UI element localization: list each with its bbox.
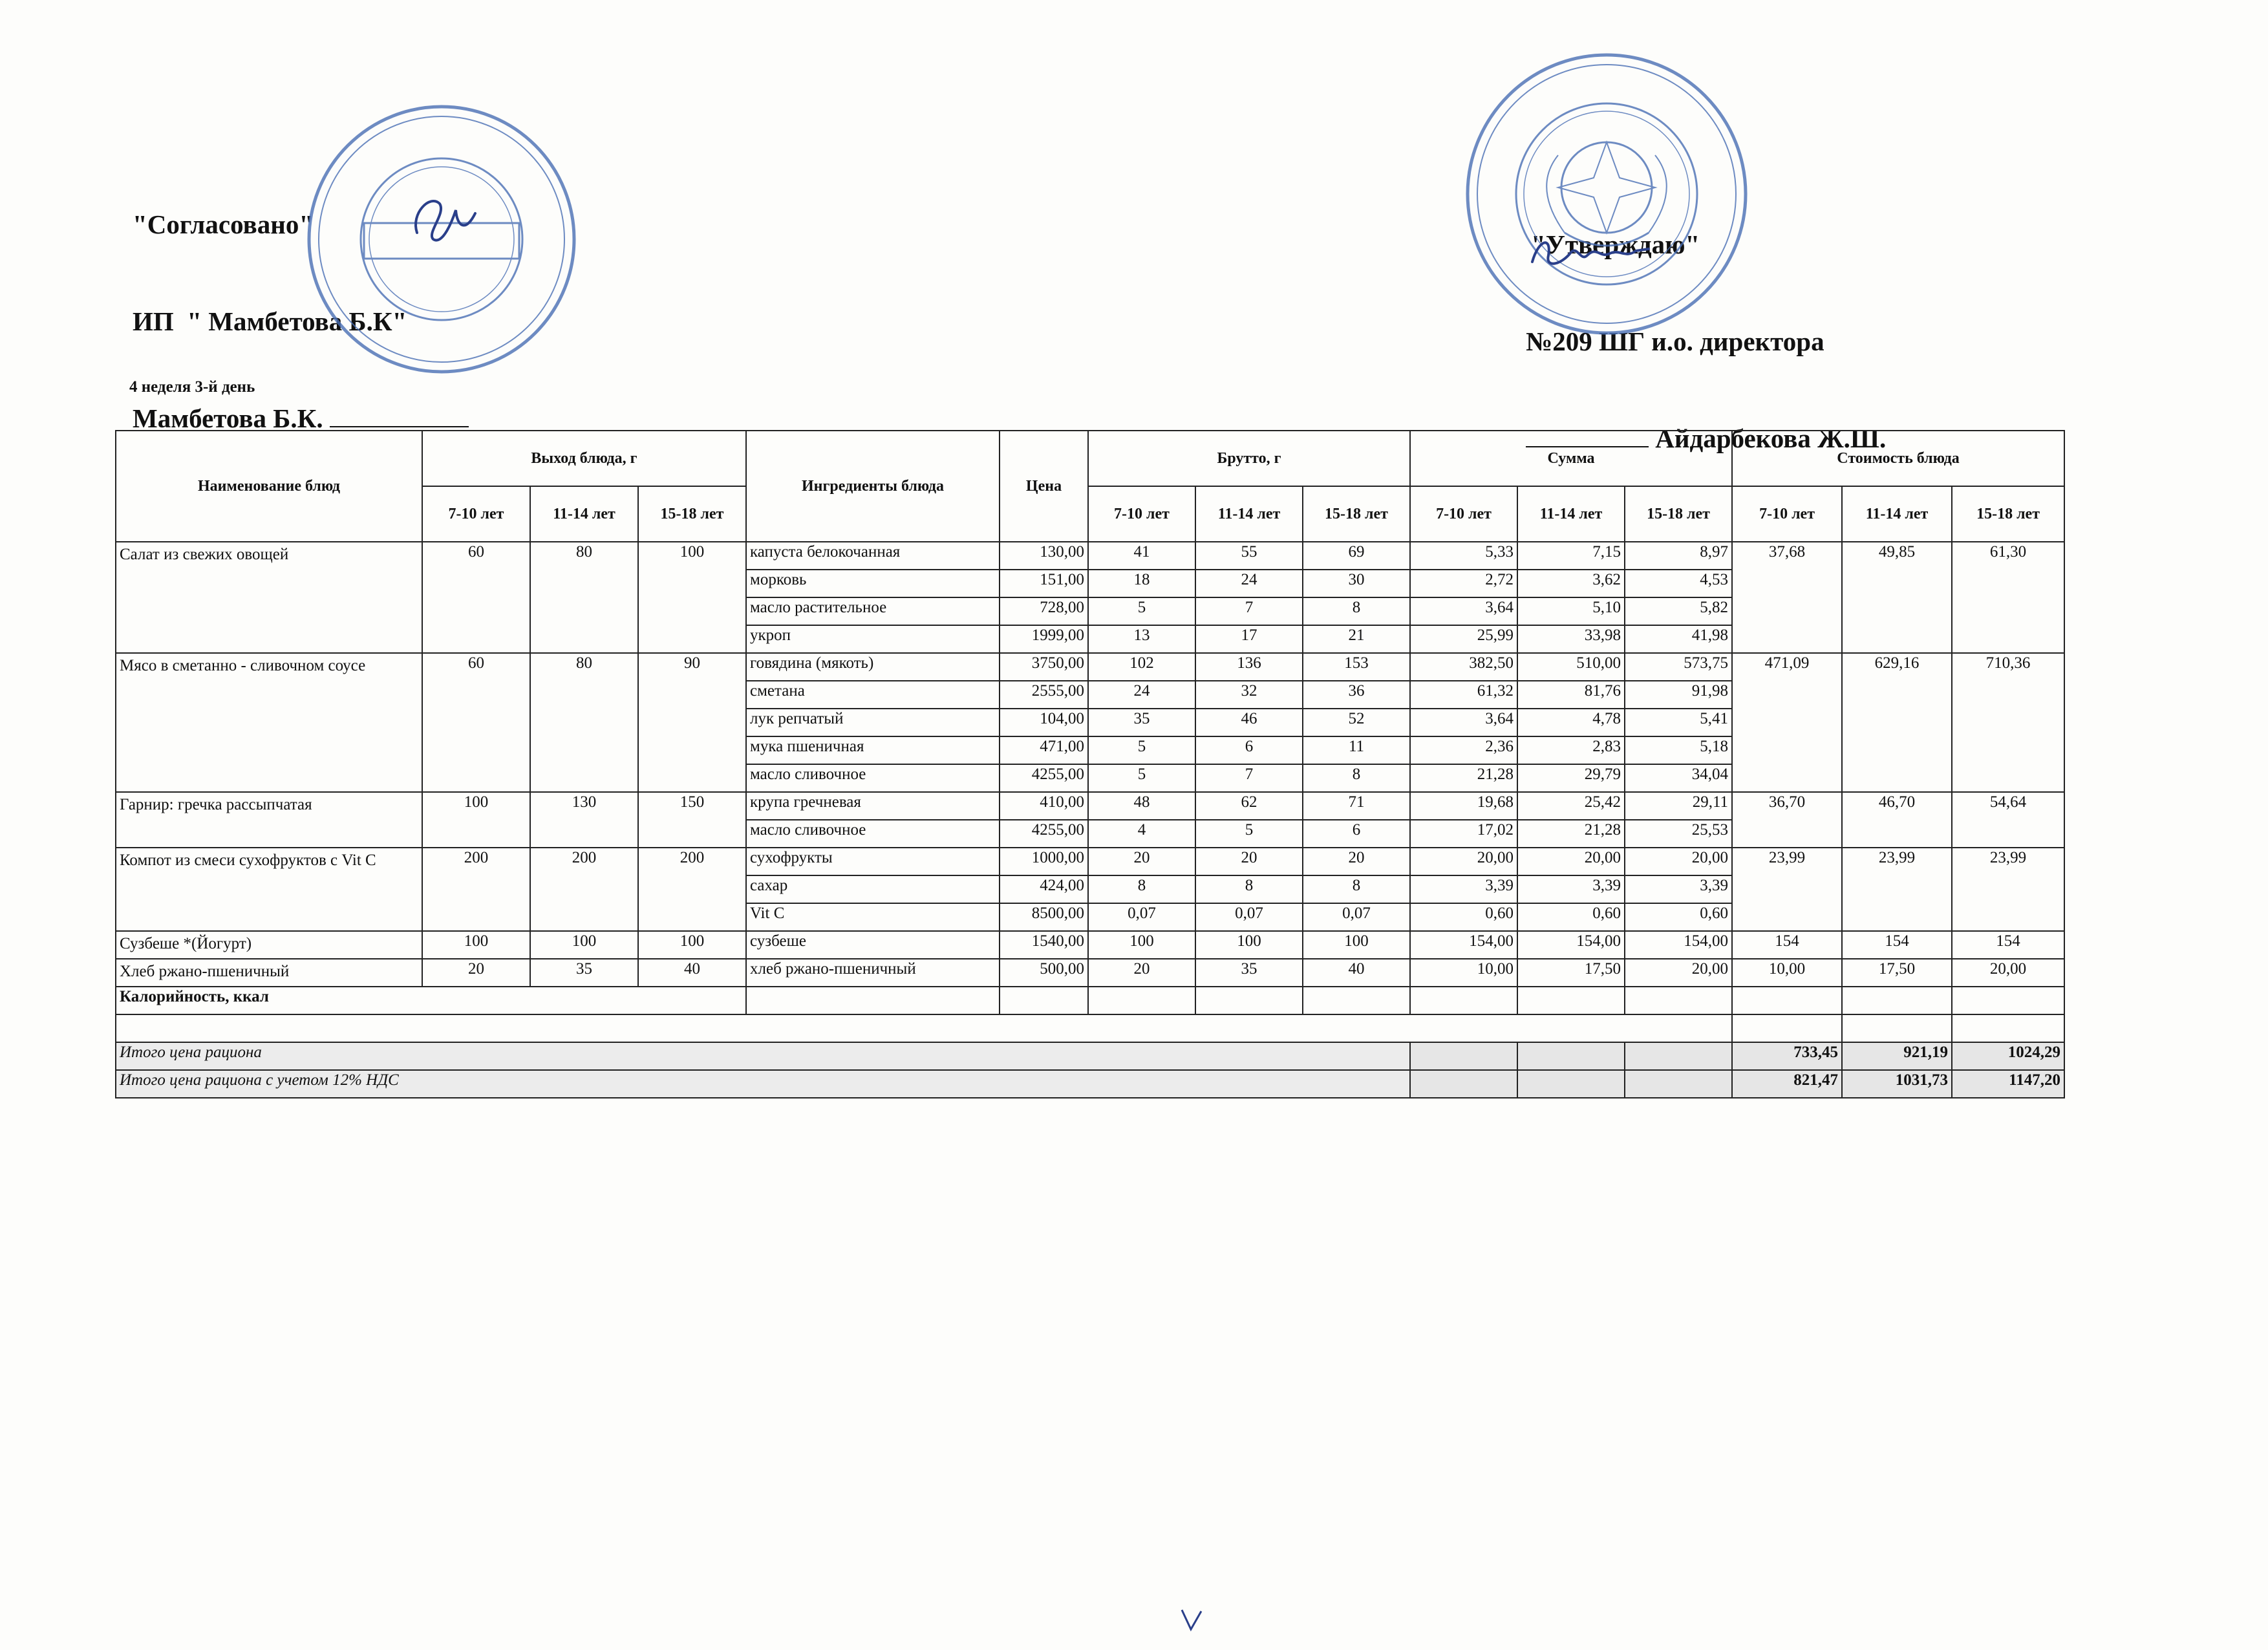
round-seal-with-emblem-icon [1455,39,1759,349]
dish-yield: 100 [530,931,638,959]
ingredient-gross: 4 [1088,820,1195,848]
ingredient-gross: 11 [1303,736,1410,764]
ingredient-sum: 3,39 [1410,875,1517,903]
dish-yield: 35 [530,959,638,987]
ingredient-sum: 510,00 [1517,653,1625,681]
header-age: 11-14 лет [1517,486,1625,542]
ingredient-sum: 20,00 [1625,959,1732,987]
dish-cost: 629,16 [1842,653,1952,792]
dish-yield: 100 [422,931,530,959]
approval-right-position: №209 ШГ и.о. директора [1526,327,1824,356]
ingredient-sum: 8,97 [1625,542,1732,570]
ingredient-sum: 3,62 [1517,570,1625,597]
ingredient-price: 151,00 [1000,570,1088,597]
dish-cost: 471,09 [1732,653,1842,792]
ingredient-sum: 4,53 [1625,570,1732,597]
table-row [116,931,2064,959]
table-row [116,848,2064,875]
ingredient-name: масло сливочное [746,764,1000,792]
ingredient-sum: 0,60 [1517,903,1625,931]
dish-cost: 10,00 [1732,959,1842,987]
dish-yield: 200 [530,848,638,931]
ingredient-sum: 154,00 [1625,931,1732,959]
ingredient-price: 424,00 [1000,875,1088,903]
table-body [116,542,2064,1098]
empty-cell [1000,987,1088,1014]
header-age: 7-10 лет [1732,486,1842,542]
dish-yield: 100 [638,542,746,653]
ingredient-name: Vit C [746,903,1000,931]
header-ingredients: Ингредиенты блюда [746,431,1000,542]
header-price: Цена [1000,431,1088,542]
ingredient-name: сухофрукты [746,848,1000,875]
ingredient-gross: 36 [1303,681,1410,709]
dish-yield: 90 [638,653,746,792]
ingredient-gross: 17 [1195,625,1303,653]
header-cost: Стоимость блюда [1732,431,2064,486]
ingredient-gross: 100 [1088,931,1195,959]
ingredient-sum: 33,98 [1517,625,1625,653]
header-age: 15-18 лет [638,486,746,542]
dish-cost: 154 [1952,931,2064,959]
ingredient-gross: 8 [1303,875,1410,903]
ingredient-price: 104,00 [1000,709,1088,736]
dish-cost: 46,70 [1842,792,1952,848]
ingredient-name: сахар [746,875,1000,903]
ingredient-gross: 18 [1088,570,1195,597]
approval-left-title: "Согласовано" [133,209,314,239]
dish-yield: 200 [422,848,530,931]
ingredient-name: говядина (мякоть) [746,653,1000,681]
ingredient-sum: 2,83 [1517,736,1625,764]
total-vat-value: 1031,73 [1842,1070,1952,1098]
ingredient-name: капуста белокочанная [746,542,1000,570]
ingredient-gross: 40 [1303,959,1410,987]
ingredient-gross: 7 [1195,764,1303,792]
ingredient-gross: 32 [1195,681,1303,709]
dish-yield: 60 [422,653,530,792]
ingredient-gross: 46 [1195,709,1303,736]
ingredient-gross: 8 [1303,597,1410,625]
ingredient-sum: 34,04 [1625,764,1732,792]
signature-left-icon [404,188,482,249]
ingredient-gross: 8 [1303,764,1410,792]
ingredient-sum: 19,68 [1410,792,1517,820]
header-age: 15-18 лет [1625,486,1732,542]
calories-row [116,987,2064,1014]
ingredient-price: 1000,00 [1000,848,1088,875]
blank-row [116,1014,2064,1042]
dish-cost: 20,00 [1952,959,2064,987]
approval-left-org: ИП " Мамбетова Б.К" [133,306,407,336]
empty-cell [1303,987,1410,1014]
signature-line-left [330,426,469,427]
approval-right-title: "Утверждаю" [1531,230,1700,259]
dish-cost: 17,50 [1842,959,1952,987]
header-yield: Выход блюда, г [422,431,746,486]
header-age: 11-14 лет [1842,486,1952,542]
dish-yield: 200 [638,848,746,931]
ingredient-sum: 3,64 [1410,597,1517,625]
ingredient-name: крупа гречневая [746,792,1000,820]
header-age: 15-18 лет [1952,486,2064,542]
ingredient-gross: 62 [1195,792,1303,820]
header-age: 7-10 лет [422,486,530,542]
table-header [116,431,2064,542]
empty-cell [1732,987,1842,1014]
ingredient-sum: 382,50 [1410,653,1517,681]
ingredient-gross: 20 [1303,848,1410,875]
header-sum: Сумма [1410,431,1732,486]
empty-cell [1088,987,1195,1014]
dish-cost: 154 [1842,931,1952,959]
ingredient-gross: 0,07 [1303,903,1410,931]
ingredient-sum: 91,98 [1625,681,1732,709]
empty-cell [1517,1070,1625,1098]
dish-cost: 23,99 [1952,848,2064,931]
dish-cost: 710,36 [1952,653,2064,792]
ingredient-sum: 41,98 [1625,625,1732,653]
ingredient-sum: 5,33 [1410,542,1517,570]
ingredient-gross: 35 [1088,709,1195,736]
empty-cell [1732,1014,1842,1042]
ingredient-gross: 5 [1195,820,1303,848]
dish-yield: 130 [530,792,638,848]
ingredient-sum: 3,39 [1625,875,1732,903]
ingredient-price: 4255,00 [1000,764,1088,792]
ingredient-gross: 48 [1088,792,1195,820]
header-age: 15-18 лет [1303,486,1410,542]
empty-cell [1625,987,1732,1014]
header-dish: Наименование блюд [116,431,422,542]
ingredient-sum: 25,99 [1410,625,1517,653]
empty-cell [1952,1014,2064,1042]
total-value: 1024,29 [1952,1042,2064,1070]
ingredient-name: мука пшеничная [746,736,1000,764]
ingredient-sum: 61,32 [1410,681,1517,709]
ingredient-gross: 6 [1303,820,1410,848]
empty-cell [1842,1014,1952,1042]
ingredient-gross: 8 [1088,875,1195,903]
ingredient-price: 1540,00 [1000,931,1088,959]
total-vat-label: Итого цена рациона с учетом 12% НДС [116,1070,1410,1098]
total-vat-value: 821,47 [1732,1070,1842,1098]
ingredient-gross: 153 [1303,653,1410,681]
ingredient-price: 410,00 [1000,792,1088,820]
approval-left-name: Мамбетова Б.К. [133,403,323,433]
ingredient-price: 728,00 [1000,597,1088,625]
signature-right-icon [1523,226,1658,278]
ingredient-sum: 20,00 [1517,848,1625,875]
ingredient-name: лук репчатый [746,709,1000,736]
header-age: 11-14 лет [1195,486,1303,542]
ingredient-price: 2555,00 [1000,681,1088,709]
ingredient-price: 1999,00 [1000,625,1088,653]
dish-cost: 36,70 [1732,792,1842,848]
ingredient-gross: 52 [1303,709,1410,736]
total-vat-row [116,1070,2064,1098]
ingredient-gross: 71 [1303,792,1410,820]
dish-cost: 23,99 [1842,848,1952,931]
ingredient-sum: 0,60 [1410,903,1517,931]
empty-cell [116,1014,1732,1042]
empty-cell [1517,1042,1625,1070]
empty-cell [1410,1070,1517,1098]
empty-cell [1625,1070,1732,1098]
ingredient-sum: 20,00 [1410,848,1517,875]
ingredient-gross: 0,07 [1088,903,1195,931]
dish-cost: 154 [1732,931,1842,959]
ingredient-name: сузбеше [746,931,1000,959]
header-gross: Брутто, г [1088,431,1410,486]
ingredient-sum: 154,00 [1410,931,1517,959]
ingredient-sum: 81,76 [1517,681,1625,709]
ingredient-gross: 0,07 [1195,903,1303,931]
dish-yield: 100 [422,792,530,848]
table-row [116,653,2064,681]
ingredient-gross: 20 [1088,848,1195,875]
empty-cell [1842,987,1952,1014]
ingredient-gross: 8 [1195,875,1303,903]
header-age: 7-10 лет [1410,486,1517,542]
total-vat-value: 1147,20 [1952,1070,2064,1098]
dish-name: Компот из смеси сухофруктов с Vit C [116,848,422,931]
ingredient-price: 471,00 [1000,736,1088,764]
ingredient-gross: 24 [1195,570,1303,597]
ingredient-sum: 29,79 [1517,764,1625,792]
dish-cost: 54,64 [1952,792,2064,848]
ingredient-sum: 4,78 [1517,709,1625,736]
ingredient-gross: 55 [1195,542,1303,570]
ingredient-gross: 13 [1088,625,1195,653]
ingredient-gross: 5 [1088,764,1195,792]
ingredient-sum: 3,39 [1517,875,1625,903]
ingredient-price: 8500,00 [1000,903,1088,931]
dish-yield: 100 [638,931,746,959]
ingredient-price: 500,00 [1000,959,1088,987]
ingredient-price: 4255,00 [1000,820,1088,848]
ingredient-sum: 573,75 [1625,653,1732,681]
ingredient-sum: 3,64 [1410,709,1517,736]
ingredient-gross: 6 [1195,736,1303,764]
total-value: 733,45 [1732,1042,1842,1070]
dish-yield: 80 [530,542,638,653]
ingredient-sum: 10,00 [1410,959,1517,987]
approval-right-name: Айдарбекова Ж.Ш. [1655,423,1887,453]
ingredient-name: масло сливочное [746,820,1000,848]
ingredient-gross: 7 [1195,597,1303,625]
ingredient-sum: 154,00 [1517,931,1625,959]
total-value: 921,19 [1842,1042,1952,1070]
ingredient-sum: 2,36 [1410,736,1517,764]
total-label: Итого цена рациона [116,1042,1410,1070]
ingredient-gross: 5 [1088,597,1195,625]
ingredient-sum: 2,72 [1410,570,1517,597]
dish-name: Сузбеше *(Йогурт) [116,931,422,959]
empty-cell [746,987,1000,1014]
ingredient-gross: 102 [1088,653,1195,681]
header-age: 7-10 лет [1088,486,1195,542]
ingredient-sum: 21,28 [1410,764,1517,792]
ingredient-name: морковь [746,570,1000,597]
empty-cell [1625,1042,1732,1070]
ingredient-sum: 17,02 [1410,820,1517,848]
ingredient-name: укроп [746,625,1000,653]
ingredient-sum: 25,42 [1517,792,1625,820]
ingredient-sum: 20,00 [1625,848,1732,875]
ingredient-gross: 35 [1195,959,1303,987]
ingredient-sum: 29,11 [1625,792,1732,820]
dish-name: Мясо в сметанно - сливочном соусе [116,653,422,792]
empty-cell [1410,987,1517,1014]
header-age: 11-14 лет [530,486,638,542]
table-row [116,542,2064,570]
empty-cell [1517,987,1625,1014]
dish-yield: 40 [638,959,746,987]
ingredient-price: 3750,00 [1000,653,1088,681]
total-row [116,1042,2064,1070]
empty-cell [1410,1042,1517,1070]
table-row [116,792,2064,820]
ingredient-gross: 21 [1303,625,1410,653]
ingredient-gross: 100 [1195,931,1303,959]
dish-name: Салат из свежих овощей [116,542,422,653]
ingredient-sum: 5,82 [1625,597,1732,625]
ingredient-name: хлеб ржано-пшеничный [746,959,1000,987]
ingredient-sum: 5,41 [1625,709,1732,736]
ingredient-name: масло растительное [746,597,1000,625]
ingredient-name: сметана [746,681,1000,709]
ingredient-gross: 136 [1195,653,1303,681]
dish-name: Гарнир: гречка рассыпчатая [116,792,422,848]
check-mark-icon [1177,1603,1209,1636]
empty-cell [1952,987,2064,1014]
ingredient-price: 130,00 [1000,542,1088,570]
ingredient-gross: 5 [1088,736,1195,764]
dish-yield: 80 [530,653,638,792]
ingredient-sum: 5,18 [1625,736,1732,764]
dish-yield: 150 [638,792,746,848]
dish-cost: 49,85 [1842,542,1952,653]
ingredient-sum: 7,15 [1517,542,1625,570]
ingredient-gross: 41 [1088,542,1195,570]
ingredient-sum: 17,50 [1517,959,1625,987]
dish-name: Хлеб ржано-пшеничный [116,959,422,987]
ingredient-gross: 20 [1088,959,1195,987]
ingredient-gross: 20 [1195,848,1303,875]
dish-cost: 23,99 [1732,848,1842,931]
dish-cost: 61,30 [1952,542,2064,653]
ingredient-sum: 5,10 [1517,597,1625,625]
ingredient-gross: 30 [1303,570,1410,597]
ingredient-sum: 0,60 [1625,903,1732,931]
table-row [116,959,2064,987]
ingredient-gross: 69 [1303,542,1410,570]
dish-cost: 37,68 [1732,542,1842,653]
ingredient-sum: 25,53 [1625,820,1732,848]
ingredient-gross: 100 [1303,931,1410,959]
ingredient-sum: 21,28 [1517,820,1625,848]
empty-cell [1195,987,1303,1014]
dish-yield: 60 [422,542,530,653]
dish-yield: 20 [422,959,530,987]
ingredient-gross: 24 [1088,681,1195,709]
menu-table [115,430,2065,1098]
day-label: 4 неделя 3-й день [129,378,255,396]
calories-label: Калорийность, ккал [116,987,746,1014]
